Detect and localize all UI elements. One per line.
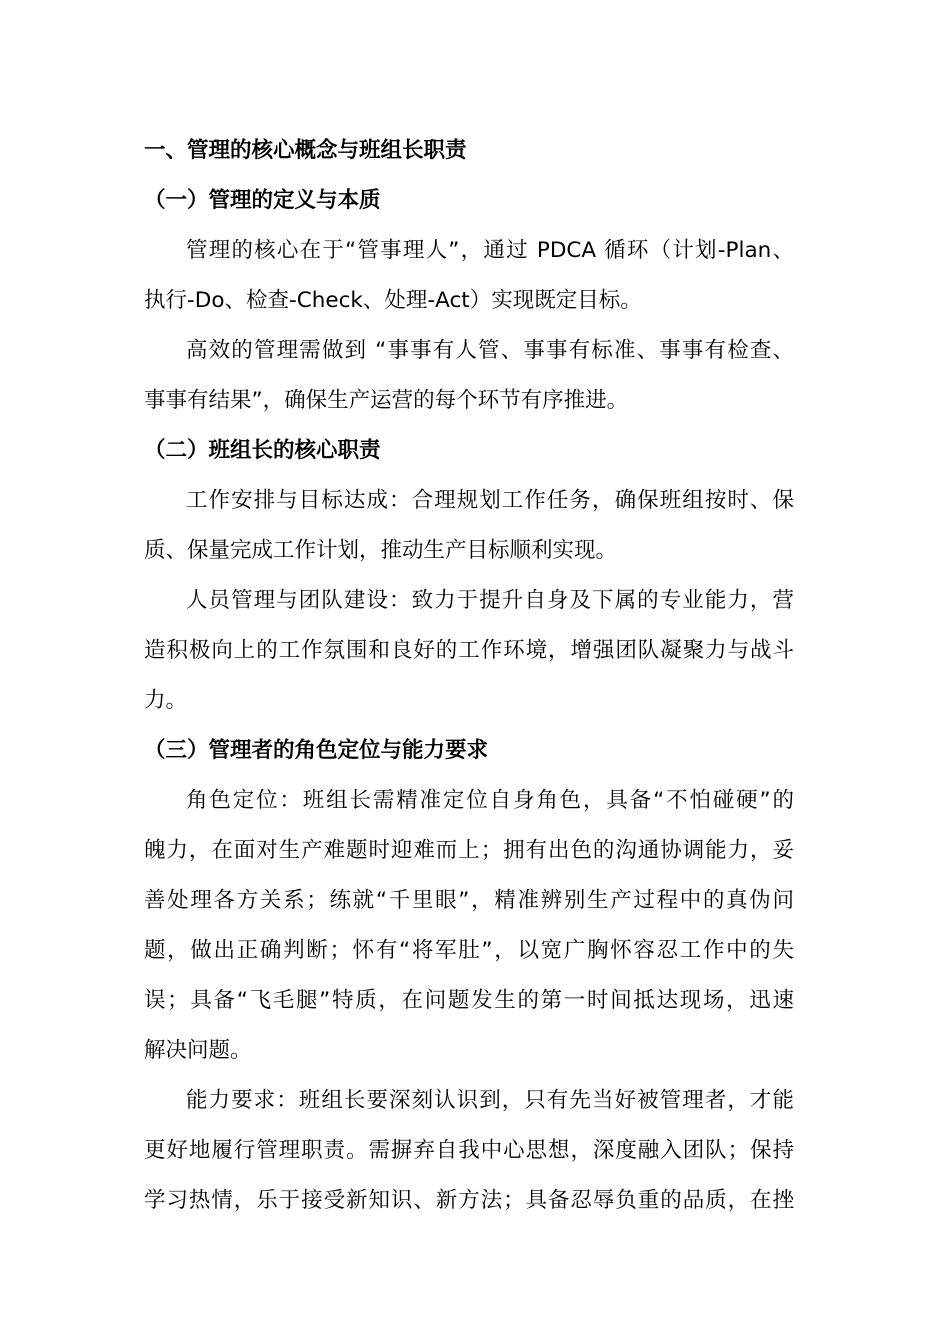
paragraph-line: 学习热情，乐于接受新知识、新方法；具备忍辱负重的品质，在挫: [144, 1188, 794, 1213]
paragraph-line: 高效的管理需做到 “事事有人管、事事有标准、事事有检查、: [186, 338, 794, 363]
section-title-1: （一）管理的定义与本质: [144, 188, 381, 213]
paragraph-line: 事事有结果”，确保生产运营的每个环节有序推进。: [144, 388, 629, 413]
document-page: [144, 126, 794, 1226]
paragraph-line: 工作安排与目标达成：合理规划工作任务，确保班组按时、保: [186, 488, 794, 513]
section-title-2: （二）班组长的核心职责: [144, 438, 381, 463]
paragraph-line: 管理的核心在于“管事理人”，通过 PDCA 循环（计划-Plan、: [186, 238, 794, 263]
paragraph-line: 执行-Do、检查-Check、处理-Act）实现既定目标。: [144, 288, 642, 313]
paragraph-line: 质、保量完成工作计划，推动生产目标顺利实现。: [144, 538, 618, 563]
paragraph-line: 误；具备“飞毛腿”特质，在问题发生的第一时间抵达现场，迅速: [144, 988, 794, 1013]
heading-main: 一、管理的核心概念与班组长职责: [144, 138, 467, 163]
paragraph-line: 更好地履行管理职责。需摒弃自我中心思想，深度融入团队；保持: [144, 1138, 794, 1163]
paragraph-line: 善处理各方关系；练就“千里眼”，精准辨别生产过程中的真伪问: [144, 888, 794, 913]
paragraph-line: 角色定位：班组长需精准定位自身角色，具备“不怕碰硬”的: [186, 788, 794, 813]
paragraph-line: 人员管理与团队建设：致力于提升自身及下属的专业能力，营: [186, 588, 794, 613]
paragraph-line: 力。: [144, 688, 188, 713]
paragraph-line: 题，做出正确判断；怀有“将军肚”，以宽广胸怀容忍工作中的失: [144, 938, 794, 963]
paragraph-line: 解决问题。: [144, 1038, 252, 1063]
paragraph-line: 魄力，在面对生产难题时迎难而上；拥有出色的沟通协调能力，妥: [144, 838, 794, 863]
paragraph-line: 能力要求：班组长要深刻认识到，只有先当好被管理者，才能: [186, 1088, 794, 1113]
section-title-3: （三）管理者的角色定位与能力要求: [144, 738, 489, 763]
paragraph-line: 造积极向上的工作氛围和良好的工作环境，增强团队凝聚力与战斗: [144, 638, 794, 663]
